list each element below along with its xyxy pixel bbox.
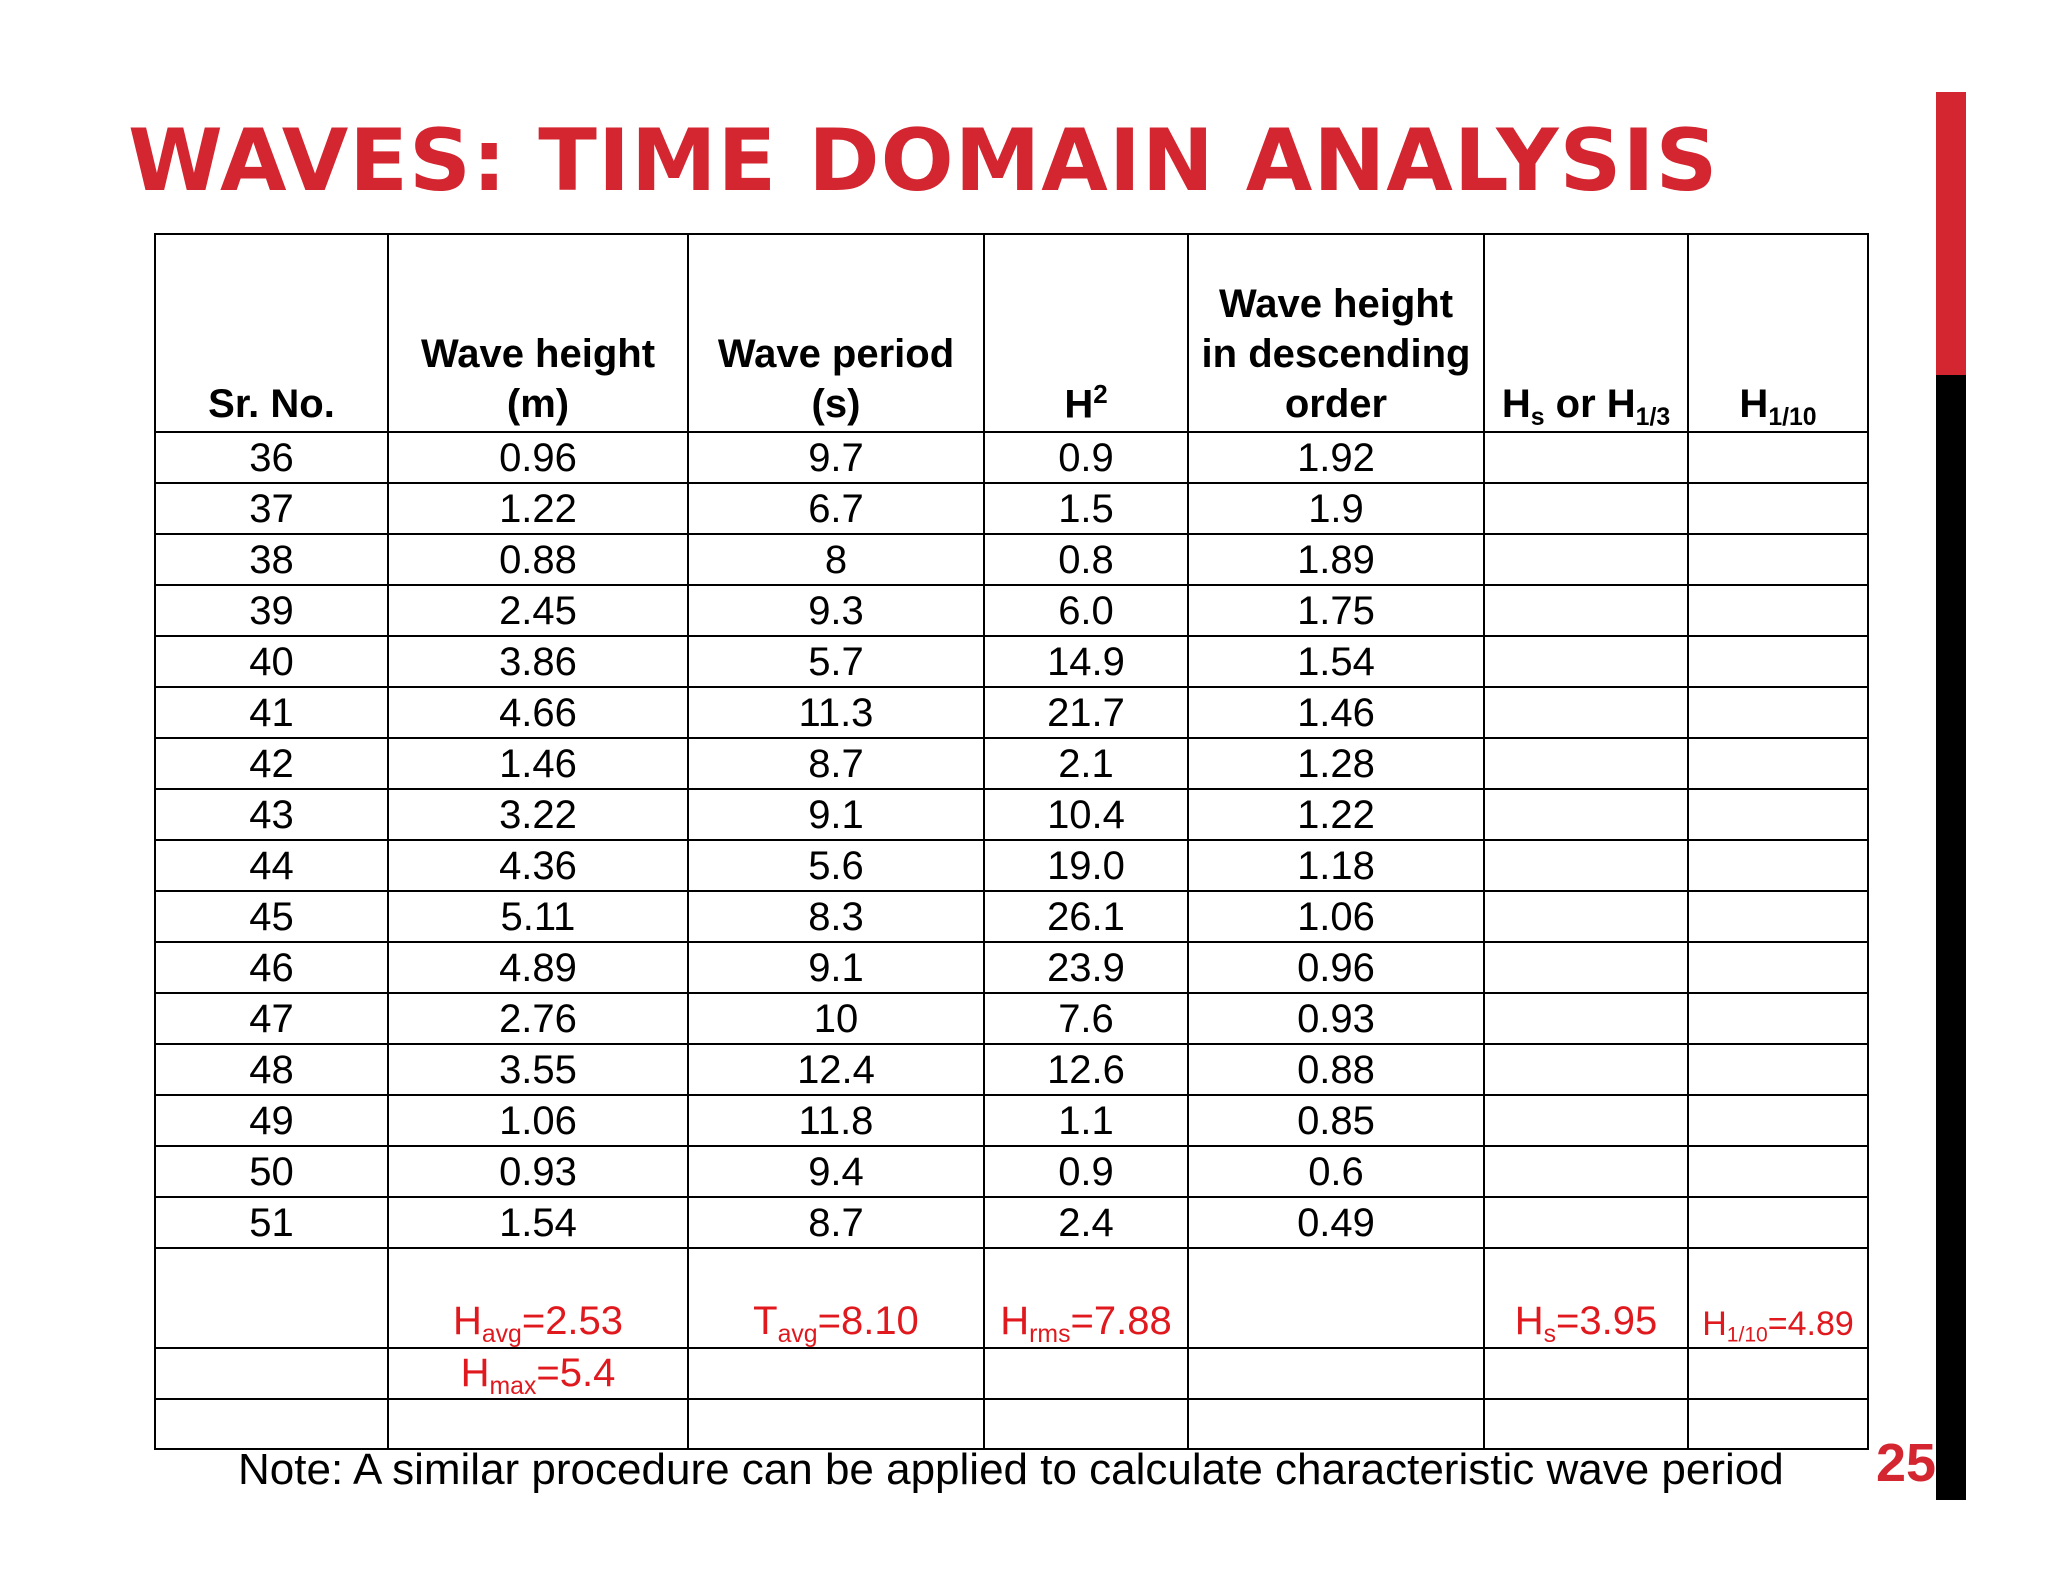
cell-wave-height: 0.93 — [388, 1146, 688, 1197]
header-h-one-tenth — [1688, 234, 1868, 432]
cell-descending-height: 1.06 — [1188, 891, 1484, 942]
cell-wave-height: 1.06 — [388, 1095, 688, 1146]
summary-empty — [1188, 1348, 1484, 1399]
cell-hs-empty — [1484, 687, 1688, 738]
table-row — [155, 1146, 1868, 1197]
cell-descending-height: 1.22 — [1188, 789, 1484, 840]
cell-wave-period: 6.7 — [688, 483, 984, 534]
summary-tavg-base: T — [753, 1299, 778, 1343]
cell-wave-height: 1.54 — [388, 1197, 688, 1248]
summary-hmax-value: =5.4 — [536, 1351, 616, 1395]
cell-wave-period: 9.1 — [688, 789, 984, 840]
cell-sr-no: 40 — [155, 636, 388, 687]
cell-wave-period: 8 — [688, 534, 984, 585]
cell-sr-no: 39 — [155, 585, 388, 636]
cell-hs-empty — [1484, 840, 1688, 891]
cell-wave-height: 1.22 — [388, 483, 688, 534]
cell-h110-empty — [1688, 534, 1868, 585]
cell-h110-empty — [1688, 891, 1868, 942]
cell-sr-no: 45 — [155, 891, 388, 942]
cell-h-squared: 19.0 — [984, 840, 1188, 891]
header-row — [155, 234, 1868, 432]
summary-h110-sub: 1/10 — [1726, 1323, 1768, 1347]
page-number: 25 — [1876, 1433, 1937, 1493]
cell-hs-empty — [1484, 789, 1688, 840]
cell-sr-no: 46 — [155, 942, 388, 993]
cell-sr-no: 36 — [155, 432, 388, 483]
cell-sr-no: 47 — [155, 993, 388, 1044]
summary-hs — [1484, 1248, 1688, 1348]
summary-row-2 — [155, 1348, 1868, 1399]
cell-wave-height: 1.46 — [388, 738, 688, 789]
cell-hs-empty — [1484, 483, 1688, 534]
cell-wave-period: 5.7 — [688, 636, 984, 687]
cell-wave-height: 3.86 — [388, 636, 688, 687]
cell-wave-height: 0.88 — [388, 534, 688, 585]
cell-h-squared: 0.9 — [984, 432, 1188, 483]
summary-h110-base: H — [1702, 1305, 1727, 1344]
summary-tavg-value: =8.10 — [817, 1299, 919, 1343]
empty-cell — [155, 1399, 388, 1449]
table-row — [155, 534, 1868, 585]
header-sr-no-label: Sr. No. — [208, 382, 335, 426]
header-descending-line3: order — [1284, 382, 1388, 426]
cell-wave-height: 3.55 — [388, 1044, 688, 1095]
empty-row — [155, 1399, 1868, 1449]
table-row — [155, 687, 1868, 738]
cell-h110-empty — [1688, 1044, 1868, 1095]
cell-descending-height: 1.54 — [1188, 636, 1484, 687]
cell-wave-period: 10 — [688, 993, 984, 1044]
empty-cell — [388, 1399, 688, 1449]
cell-h110-empty — [1688, 738, 1868, 789]
header-h-squared-sup: 2 — [1093, 378, 1108, 409]
cell-hs-empty — [1484, 585, 1688, 636]
cell-wave-height: 3.22 — [388, 789, 688, 840]
cell-wave-period: 8.3 — [688, 891, 984, 942]
cell-wave-period: 9.1 — [688, 942, 984, 993]
cell-hs-empty — [1484, 1044, 1688, 1095]
cell-wave-height: 4.89 — [388, 942, 688, 993]
cell-h-squared: 23.9 — [984, 942, 1188, 993]
summary-row-1 — [155, 1248, 1868, 1348]
cell-h110-empty — [1688, 789, 1868, 840]
header-hs-or: or H — [1544, 382, 1636, 426]
wave-data-table — [154, 233, 1869, 1450]
header-h-one-tenth-sub: 1/10 — [1768, 403, 1817, 431]
cell-hs-empty — [1484, 942, 1688, 993]
cell-hs-empty — [1484, 432, 1688, 483]
cell-h-squared: 10.4 — [984, 789, 1188, 840]
cell-descending-height: 1.9 — [1188, 483, 1484, 534]
header-wave-height-line2: (m) — [506, 382, 570, 426]
table-row — [155, 1095, 1868, 1146]
cell-sr-no: 50 — [155, 1146, 388, 1197]
cell-h110-empty — [1688, 483, 1868, 534]
table-row — [155, 636, 1868, 687]
cell-descending-height: 0.85 — [1188, 1095, 1484, 1146]
summary-hrms-base: H — [1000, 1299, 1030, 1343]
header-h-one-tenth-base: H — [1739, 382, 1769, 426]
header-wave-period-line1: Wave period — [717, 332, 955, 376]
cell-descending-height: 0.93 — [1188, 993, 1484, 1044]
cell-h110-empty — [1688, 1095, 1868, 1146]
summary-hmax-base: H — [460, 1351, 490, 1395]
cell-h110-empty — [1688, 636, 1868, 687]
cell-h110-empty — [1688, 585, 1868, 636]
accent-bar-black — [1936, 375, 1966, 1500]
empty-cell — [1688, 1399, 1868, 1449]
cell-sr-no: 42 — [155, 738, 388, 789]
summary-havg — [388, 1248, 688, 1348]
cell-wave-height: 4.66 — [388, 687, 688, 738]
header-wave-height-line1: Wave height — [420, 332, 656, 376]
cell-descending-height: 0.6 — [1188, 1146, 1484, 1197]
summary-h110-value: =4.89 — [1767, 1305, 1854, 1344]
cell-hs-empty — [1484, 636, 1688, 687]
summary-havg-base: H — [452, 1299, 482, 1343]
summary-hrms-value: =7.88 — [1070, 1299, 1172, 1343]
cell-wave-period: 9.4 — [688, 1146, 984, 1197]
header-wave-height — [388, 234, 688, 432]
cell-wave-height: 2.45 — [388, 585, 688, 636]
cell-h-squared: 26.1 — [984, 891, 1188, 942]
table-row — [155, 942, 1868, 993]
cell-descending-height: 1.28 — [1188, 738, 1484, 789]
header-sr-no — [155, 234, 388, 432]
cell-hs-empty — [1484, 891, 1688, 942]
cell-descending-height: 0.88 — [1188, 1044, 1484, 1095]
summary-hs-base: H — [1514, 1299, 1544, 1343]
cell-wave-height: 5.11 — [388, 891, 688, 942]
table-row — [155, 585, 1868, 636]
header-descending-line2: in descending — [1201, 332, 1471, 376]
cell-h110-empty — [1688, 942, 1868, 993]
cell-sr-no: 43 — [155, 789, 388, 840]
cell-h-squared: 2.1 — [984, 738, 1188, 789]
cell-sr-no: 51 — [155, 1197, 388, 1248]
cell-sr-no: 38 — [155, 534, 388, 585]
cell-sr-no: 37 — [155, 483, 388, 534]
cell-descending-height: 1.75 — [1188, 585, 1484, 636]
cell-h-squared: 7.6 — [984, 993, 1188, 1044]
summary-empty — [155, 1248, 388, 1348]
cell-descending-height: 0.96 — [1188, 942, 1484, 993]
cell-h-squared: 1.5 — [984, 483, 1188, 534]
table-body — [155, 432, 1868, 1449]
cell-wave-period: 9.3 — [688, 585, 984, 636]
cell-sr-no: 44 — [155, 840, 388, 891]
summary-empty — [155, 1348, 388, 1399]
cell-descending-height: 1.18 — [1188, 840, 1484, 891]
summary-hmax — [388, 1348, 688, 1399]
table-row — [155, 483, 1868, 534]
table-row — [155, 1044, 1868, 1095]
empty-cell — [688, 1399, 984, 1449]
footnote: Note: A similar procedure can be applied to calculate characteristic wave period — [238, 1445, 1784, 1494]
cell-wave-period: 8.7 — [688, 738, 984, 789]
cell-h-squared: 6.0 — [984, 585, 1188, 636]
summary-empty — [1484, 1348, 1688, 1399]
table-row — [155, 993, 1868, 1044]
summary-tavg — [688, 1248, 984, 1348]
summary-empty — [1688, 1348, 1868, 1399]
table-row — [155, 738, 1868, 789]
summary-empty — [984, 1348, 1188, 1399]
cell-h110-empty — [1688, 432, 1868, 483]
summary-hmax-sub: max — [489, 1372, 537, 1399]
cell-h110-empty — [1688, 687, 1868, 738]
header-h-squared — [984, 234, 1188, 432]
cell-wave-period: 11.3 — [688, 687, 984, 738]
cell-descending-height: 1.89 — [1188, 534, 1484, 585]
cell-wave-period: 5.6 — [688, 840, 984, 891]
summary-hs-value: =3.95 — [1556, 1299, 1658, 1343]
cell-wave-period: 9.7 — [688, 432, 984, 483]
cell-h-squared: 0.8 — [984, 534, 1188, 585]
summary-empty — [1188, 1248, 1484, 1348]
summary-havg-value: =2.53 — [521, 1299, 624, 1343]
table-row — [155, 1197, 1868, 1248]
cell-h110-empty — [1688, 1146, 1868, 1197]
cell-h-squared: 12.6 — [984, 1044, 1188, 1095]
cell-sr-no: 41 — [155, 687, 388, 738]
table-row — [155, 432, 1868, 483]
cell-h-squared: 1.1 — [984, 1095, 1188, 1146]
header-hs-base: H — [1501, 382, 1531, 426]
cell-wave-period: 8.7 — [688, 1197, 984, 1248]
cell-descending-height: 1.46 — [1188, 687, 1484, 738]
empty-cell — [1484, 1399, 1688, 1449]
summary-empty — [688, 1348, 984, 1399]
slide-title: WAVES: TIME DOMAIN ANALYSIS — [128, 111, 1719, 211]
header-hs-sub2: 1/3 — [1635, 403, 1671, 431]
cell-h-squared: 0.9 — [984, 1146, 1188, 1197]
cell-descending-height: 0.49 — [1188, 1197, 1484, 1248]
header-wave-period-line2: (s) — [811, 382, 861, 426]
summary-tavg-sub: avg — [777, 1320, 818, 1348]
summary-hrms — [984, 1248, 1188, 1348]
cell-wave-height: 4.36 — [388, 840, 688, 891]
empty-cell — [984, 1399, 1188, 1449]
cell-sr-no: 48 — [155, 1044, 388, 1095]
table-row — [155, 840, 1868, 891]
cell-hs-empty — [1484, 1095, 1688, 1146]
summary-hrms-sub: rms — [1029, 1320, 1071, 1348]
cell-hs-empty — [1484, 1197, 1688, 1248]
cell-hs-empty — [1484, 993, 1688, 1044]
cell-h110-empty — [1688, 1197, 1868, 1248]
cell-h-squared: 14.9 — [984, 636, 1188, 687]
cell-wave-height: 2.76 — [388, 993, 688, 1044]
header-hs-sub: s — [1530, 403, 1545, 431]
header-h-squared-base: H — [1064, 382, 1094, 426]
cell-hs-empty — [1484, 1146, 1688, 1197]
cell-h110-empty — [1688, 993, 1868, 1044]
header-hs — [1484, 234, 1688, 432]
cell-h-squared: 21.7 — [984, 687, 1188, 738]
cell-hs-empty — [1484, 534, 1688, 585]
cell-h110-empty — [1688, 840, 1868, 891]
cell-h-squared: 2.4 — [984, 1197, 1188, 1248]
header-descending-line1: Wave height — [1218, 282, 1454, 326]
cell-wave-height: 0.96 — [388, 432, 688, 483]
header-descending-order — [1188, 234, 1484, 432]
cell-sr-no: 49 — [155, 1095, 388, 1146]
accent-bar-red — [1936, 92, 1966, 375]
cell-wave-period: 11.8 — [688, 1095, 984, 1146]
summary-havg-sub: avg — [481, 1320, 522, 1348]
empty-cell — [1188, 1399, 1484, 1449]
cell-wave-period: 12.4 — [688, 1044, 984, 1095]
summary-hs-sub: s — [1543, 1320, 1557, 1348]
table-row — [155, 789, 1868, 840]
cell-descending-height: 1.92 — [1188, 432, 1484, 483]
cell-hs-empty — [1484, 738, 1688, 789]
table-row — [155, 891, 1868, 942]
header-wave-period — [688, 234, 984, 432]
summary-h-one-tenth — [1688, 1248, 1868, 1348]
